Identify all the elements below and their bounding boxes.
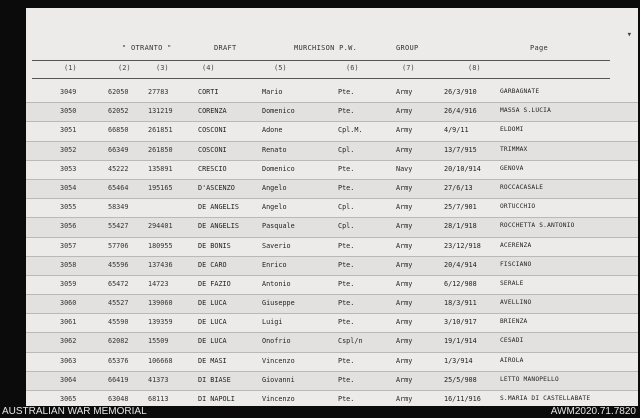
- rank-cell: Pte.: [338, 88, 355, 96]
- footer-source: AUSTRALIAN WAR MEMORIAL: [2, 406, 147, 417]
- header-rule-bottom: [32, 78, 610, 79]
- rank-cell: Pte.: [338, 299, 355, 308]
- rank-cell: Cpl.: [338, 145, 355, 154]
- birth-date-cell: 1/3/914: [444, 356, 473, 365]
- surname-cell: DE LUCA: [198, 318, 227, 327]
- rank-cell: Pte.: [338, 241, 355, 250]
- table-row: [26, 218, 638, 237]
- army-number-cell: 14723: [148, 279, 169, 288]
- serial-number-cell: 3063: [60, 356, 77, 365]
- table-row: [26, 391, 638, 406]
- first-name-cell: Saverio: [262, 241, 291, 250]
- serial-number-cell: 3054: [60, 183, 77, 192]
- pow-number-cell: 65376: [108, 356, 129, 365]
- column-number: (2): [118, 64, 131, 72]
- service-cell: Army: [396, 88, 413, 96]
- pow-number-cell: 62052: [108, 107, 129, 116]
- pow-number-cell: 57706: [108, 241, 129, 250]
- table-row: [26, 314, 638, 333]
- service-cell: Army: [396, 299, 413, 308]
- serial-number-cell: 3056: [60, 222, 77, 231]
- army-number-cell: 180955: [148, 241, 173, 250]
- first-name-cell: Vincenzo: [262, 356, 295, 365]
- footer-accession: AWM2020.71.7820: [550, 406, 636, 417]
- birth-date-cell: 27/6/13: [444, 183, 473, 192]
- birthplace-cell: ROCCACASALE: [500, 183, 544, 191]
- birthplace-cell: FISCIANO: [500, 260, 532, 268]
- army-number-cell: 106668: [148, 356, 173, 365]
- rank-cell: Pte.: [338, 164, 355, 173]
- draft-label: DRAFT: [214, 44, 237, 52]
- pow-number-cell: 45596: [108, 260, 129, 269]
- rank-cell: Pte.: [338, 260, 355, 269]
- service-cell: Navy: [396, 164, 413, 173]
- first-name-cell: Angelo: [262, 203, 287, 212]
- birthplace-cell: GENOVA: [500, 164, 524, 172]
- pow-number-cell: 65472: [108, 279, 129, 288]
- birthplace-cell: GARBAGNATE: [500, 88, 540, 95]
- pow-number-cell: 58349: [108, 203, 129, 212]
- serial-number-cell: 3050: [60, 107, 77, 116]
- army-number-cell: 195165: [148, 183, 173, 192]
- surname-cell: DE FAZIO: [198, 279, 231, 288]
- service-cell: Army: [396, 375, 413, 384]
- document-page: [26, 8, 638, 406]
- service-cell: Army: [396, 337, 413, 346]
- army-number-cell: 294401: [148, 222, 173, 231]
- serial-number-cell: 3049: [60, 88, 77, 96]
- serial-number-cell: 3062: [60, 337, 77, 346]
- table-row: [26, 295, 638, 314]
- pow-number-cell: 45527: [108, 299, 129, 308]
- column-number: (3): [156, 64, 169, 72]
- first-name-cell: Giovanni: [262, 375, 295, 384]
- rank-cell: Pte.: [338, 318, 355, 327]
- pow-number-cell: 65464: [108, 183, 129, 192]
- first-name-cell: Giuseppe: [262, 299, 295, 308]
- table-row: [26, 199, 638, 218]
- pow-number-cell: 63048: [108, 395, 129, 403]
- birthplace-cell: CESADI: [500, 337, 524, 345]
- serial-number-cell: 3061: [60, 318, 77, 327]
- table-row: [26, 84, 638, 103]
- service-cell: Army: [396, 260, 413, 269]
- first-name-cell: Angelo: [262, 183, 287, 192]
- birth-date-cell: 25/5/908: [444, 375, 477, 384]
- serial-number-cell: 3065: [60, 395, 77, 403]
- first-name-cell: Domenico: [262, 107, 295, 116]
- birth-date-cell: 6/12/908: [444, 279, 477, 288]
- table-row: [26, 103, 638, 122]
- column-number: (4): [202, 64, 215, 72]
- serial-number-cell: 3053: [60, 164, 77, 173]
- page-label: Page: [530, 44, 549, 52]
- rank-cell: Pte.: [338, 183, 355, 192]
- birth-date-cell: 3/10/917: [444, 318, 477, 327]
- rank-cell: Cpl.M.: [338, 126, 363, 135]
- pow-number-cell: 66850: [108, 126, 129, 135]
- army-number-cell: 41373: [148, 375, 169, 384]
- table-row: [26, 372, 638, 391]
- army-number-cell: 137436: [148, 260, 173, 269]
- surname-cell: COSCONI: [198, 145, 227, 154]
- army-number-cell: 135891: [148, 164, 173, 173]
- service-cell: Army: [396, 395, 413, 403]
- first-name-cell: Enrico: [262, 260, 287, 269]
- first-name-cell: Vincenzo: [262, 395, 295, 403]
- birth-date-cell: 26/3/910: [444, 88, 477, 96]
- birthplace-cell: AVELLINO: [500, 299, 532, 307]
- column-number: (5): [274, 64, 287, 72]
- birth-date-cell: 25/7/901: [444, 203, 477, 212]
- birthplace-cell: S.MARIA DI CASTELLABATE: [500, 395, 591, 402]
- birthplace-cell: ORTUCCHIO: [500, 203, 536, 211]
- birthplace-cell: BRIENZA: [500, 318, 528, 326]
- first-name-cell: Onofrio: [262, 337, 291, 346]
- surname-cell: DE LUCA: [198, 337, 227, 346]
- serial-number-cell: 3060: [60, 299, 77, 308]
- surname-cell: DI NAPOLI: [198, 395, 235, 403]
- corner-mark-icon: ▾: [626, 30, 632, 40]
- pow-number-cell: 62082: [108, 337, 129, 346]
- serial-number-cell: 3057: [60, 241, 77, 250]
- surname-cell: DE ANGELIS: [198, 203, 239, 212]
- birthplace-cell: ELDOMI: [500, 126, 524, 134]
- table-row: [26, 276, 638, 295]
- service-cell: Army: [396, 318, 413, 327]
- ship-name: " OTRANTO ": [122, 44, 172, 52]
- table-row: [26, 180, 638, 199]
- serial-number-cell: 3052: [60, 145, 77, 154]
- first-name-cell: Antonio: [262, 279, 291, 288]
- rank-cell: Pte.: [338, 375, 355, 384]
- serial-number-cell: 3051: [60, 126, 77, 135]
- column-number: (6): [346, 64, 359, 72]
- first-name-cell: Adone: [262, 126, 283, 135]
- pow-number-cell: 66419: [108, 375, 129, 384]
- surname-cell: DI BIASE: [198, 375, 231, 384]
- birth-date-cell: 23/12/918: [444, 241, 481, 250]
- army-number-cell: 139060: [148, 299, 173, 308]
- serial-number-cell: 3059: [60, 279, 77, 288]
- birth-date-cell: 20/4/914: [444, 260, 477, 269]
- camp-label: MURCHISON P.W.: [294, 44, 358, 52]
- service-cell: Army: [396, 222, 413, 231]
- army-number-cell: 139359: [148, 318, 173, 327]
- table-row: [26, 122, 638, 141]
- first-name-cell: Pasquale: [262, 222, 295, 231]
- surname-cell: CRESCIO: [198, 164, 227, 173]
- birth-date-cell: 28/1/918: [444, 222, 477, 231]
- surname-cell: DE LUCA: [198, 299, 227, 308]
- column-number: (7): [402, 64, 415, 72]
- army-number-cell: 27783: [148, 88, 169, 96]
- service-cell: Army: [396, 183, 413, 192]
- surname-cell: DE ANGELIS: [198, 222, 239, 231]
- surname-cell: CORTI: [198, 88, 219, 96]
- birthplace-cell: LETTO MANOPELLO: [500, 375, 559, 383]
- army-number-cell: 261850: [148, 145, 173, 154]
- birth-date-cell: 18/3/911: [444, 299, 477, 308]
- birthplace-cell: ACERENZA: [500, 241, 532, 249]
- pow-number-cell: 62050: [108, 88, 129, 96]
- first-name-cell: Luigi: [262, 318, 283, 327]
- army-number-cell: 131219: [148, 107, 173, 116]
- surname-cell: DE CARO: [198, 260, 227, 269]
- army-number-cell: 68113: [148, 395, 169, 403]
- army-number-cell: 261851: [148, 126, 173, 135]
- first-name-cell: Domenico: [262, 164, 295, 173]
- table-row: [26, 257, 638, 276]
- column-number: (1): [64, 64, 77, 72]
- rank-cell: Cspl/n: [338, 337, 363, 346]
- serial-number-cell: 3058: [60, 260, 77, 269]
- service-cell: Army: [396, 279, 413, 288]
- service-cell: Army: [396, 241, 413, 250]
- rank-cell: Pte.: [338, 279, 355, 288]
- table-row: [26, 333, 638, 352]
- surname-cell: COSCONI: [198, 126, 227, 135]
- surname-cell: CORENZA: [198, 107, 227, 116]
- birthplace-cell: TRIMMAX: [500, 145, 528, 153]
- first-name-cell: Renato: [262, 145, 287, 154]
- table-row: [26, 142, 638, 161]
- register-table: [26, 84, 638, 406]
- birthplace-cell: AIROLA: [500, 356, 524, 364]
- column-number: (8): [468, 64, 481, 72]
- header-rule-top: [32, 60, 610, 61]
- first-name-cell: Mario: [262, 88, 283, 96]
- surname-cell: DE BONIS: [198, 241, 231, 250]
- birth-date-cell: 26/4/916: [444, 107, 477, 116]
- birth-date-cell: 4/9/11: [444, 126, 469, 135]
- service-cell: Army: [396, 145, 413, 154]
- service-cell: Army: [396, 203, 413, 212]
- serial-number-cell: 3064: [60, 375, 77, 384]
- service-cell: Army: [396, 126, 413, 135]
- rank-cell: Pte.: [338, 107, 355, 116]
- birthplace-cell: SERALE: [500, 279, 524, 287]
- rank-cell: Cpl.: [338, 222, 355, 231]
- serial-number-cell: 3055: [60, 203, 77, 212]
- birthplace-cell: ROCCHETTA S.ANTONIO: [500, 222, 575, 230]
- rank-cell: Pte.: [338, 395, 355, 403]
- pow-number-cell: 55427: [108, 222, 129, 231]
- army-number-cell: 15509: [148, 337, 169, 346]
- birth-date-cell: 16/11/916: [444, 395, 481, 403]
- pow-number-cell: 66349: [108, 145, 129, 154]
- service-cell: Army: [396, 107, 413, 116]
- birth-date-cell: 13/7/915: [444, 145, 477, 154]
- birth-date-cell: 19/1/914: [444, 337, 477, 346]
- group-label: GROUP: [396, 44, 419, 52]
- table-row: [26, 238, 638, 257]
- pow-number-cell: 45222: [108, 164, 129, 173]
- birthplace-cell: MASSA S.LUCIA: [500, 107, 552, 115]
- service-cell: Army: [396, 356, 413, 365]
- table-row: [26, 161, 638, 180]
- table-row: [26, 353, 638, 372]
- surname-cell: D'ASCENZO: [198, 183, 235, 192]
- pow-number-cell: 45590: [108, 318, 129, 327]
- surname-cell: DE MASI: [198, 356, 227, 365]
- rank-cell: Cpl.: [338, 203, 355, 212]
- birth-date-cell: 20/10/914: [444, 164, 481, 173]
- rank-cell: Pte.: [338, 356, 355, 365]
